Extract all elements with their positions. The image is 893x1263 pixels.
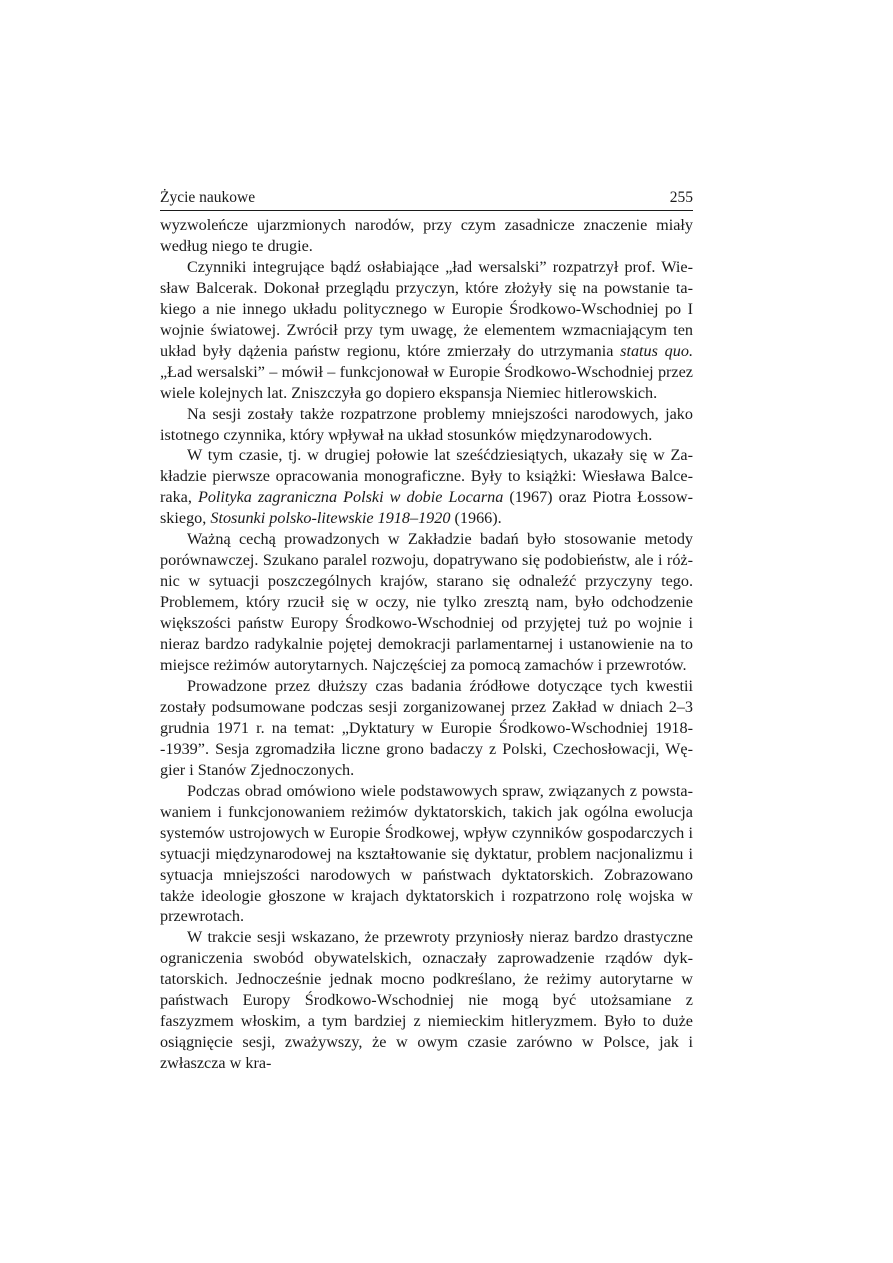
- text-segment: (1966).: [450, 509, 502, 528]
- paragraph: [160, 404, 693, 446]
- paragraph: [160, 445, 693, 529]
- section-title: Życie naukowe: [160, 189, 256, 206]
- text-segment: Ważną cechą prowadzonych w Zakładzie badań było stosowanie metody porównawczej. Szukano paralel rozwoju, dopatrywano się podobieństw, ale i różnic w sytuacji poszczególnych krajów, starano się odnaleźć przyczyny tego. Problemem, który rzucił się w oczy, nie tylko zresztą nam, było odchodzenie większości państw Europy Środkowo-Wschodniej od przyjętej tuż po wojnie i nieraz bardzo radykalnie pojętej demokracji parlamentarnej i ustanowienie na to miejsce reżimów autorytarnych. Najczęściej za pomocą zamachów i przewrotów.: [160, 530, 693, 675]
- running-head: [160, 188, 693, 211]
- paragraph: [160, 257, 693, 404]
- paragraph: [160, 215, 693, 257]
- text-segment: wyzwoleńcze ujarzmionych narodów, przy czym zasadnicze znaczenie miały według niego te drugie.: [160, 216, 693, 255]
- italic-term: status quo.: [620, 341, 693, 360]
- paragraph: [160, 529, 693, 676]
- paragraph: [160, 781, 693, 928]
- text-segment: W tym czasie, tj. w drugiej połowie lat sześćdziesiątych, ukazały się w Zakładzie pierwsze opracowania monograficzne. Były to książki: Wiesława Balceraka,: [160, 446, 693, 507]
- book-title: Polityka zagraniczna Polski w dobie Locarna: [197, 488, 504, 507]
- text-segment: Prowadzone przez dłuższy czas badania źródłowe dotyczące tych kwestii zostały podsumowane podczas sesji zorganizowanej przez Zakład w dniach 2–3 grudnia 1971 r. na temat: „Dyktatury w Europie Środkowo-Wschodniej 1918-​-1939”. Sesja zgromadziła liczne grono badaczy z Polski, Czechosłowacji, Węgier i Stanów Zjednoczonych.: [160, 676, 693, 779]
- text-segment: (1967) oraz Piotra Łossowskiego,: [160, 488, 693, 528]
- text-segment: „Ład wersalski” – mówił – funkcjonował w Europie Środkowo-Wschodniej przez wiele kolejnych lat. Zniszczyła go dopiero ekspansja Niemiec hitlerowskich.: [160, 362, 693, 402]
- text-segment: W trakcie sesji wskazano, że przewroty przyniosły nieraz bardzo drastyczne ograniczenia swobód obywatelskich, oznaczały zaprowadzenie rządów dyktatorskich. Jednocześnie jednak mocno podkreślano, że reżimy autorytarne w państwach Europy Środkowo-Wschodniej nie mogą być utożsamiane z faszyzmem włoskim, a tym bardziej z niemieckim hitleryzmem. Było to duże osiągnięcie sesji, zważywszy, że w owym czasie zarówno w Polsce, jak i zwłaszcza w kra-: [160, 928, 693, 1073]
- text-segment: Podczas obrad omówiono wiele podstawowych spraw, związanych z powstawaniem i funkcjonowaniem reżimów dyktatorskich, takich jak ogólna ewolucja systemów ustrojowych w Europie Środkowej, wpływ czynników gospodarczych i sytuacji międzynarodowej na kształtowanie się dyktatur, problem nacjonalizmu i sytuacja mniejszości narodowych w państwach dyktatorskich. Zobrazowano także ideologie głoszone w krajach dyktatorskich i rozpatrzono rolę wojska w przewrotach.: [160, 781, 693, 926]
- paragraph: [160, 676, 693, 781]
- body-text: [160, 215, 693, 1074]
- book-title: Stosunki polsko-litewskie 1918–1920: [210, 509, 451, 528]
- document-page: [160, 188, 693, 1074]
- page-number: 255: [669, 189, 693, 206]
- paragraph: [160, 927, 693, 1074]
- text-segment: Na sesji zostały także rozpatrzone problemy mniejszości narodowych, jako istotnego czynnika, który wpływał na układ stosunków międzynarodowych.: [160, 404, 693, 444]
- text-segment: Czynniki integrujące bądź osłabiające „ład wersalski” rozpatrzył prof. Wiesław Balcerak. Dokonał przeglądu przyczyn, które złożyły się na powstanie takiego a nie innego układu politycznego w Europie Środkowo-Wschodniej po I wojnie światowej. Zwrócił przy tym uwagę, że elementem wzmacniającym ten układ były dążenia państw regionu, które zmierzały do utrzymania: [160, 257, 693, 360]
